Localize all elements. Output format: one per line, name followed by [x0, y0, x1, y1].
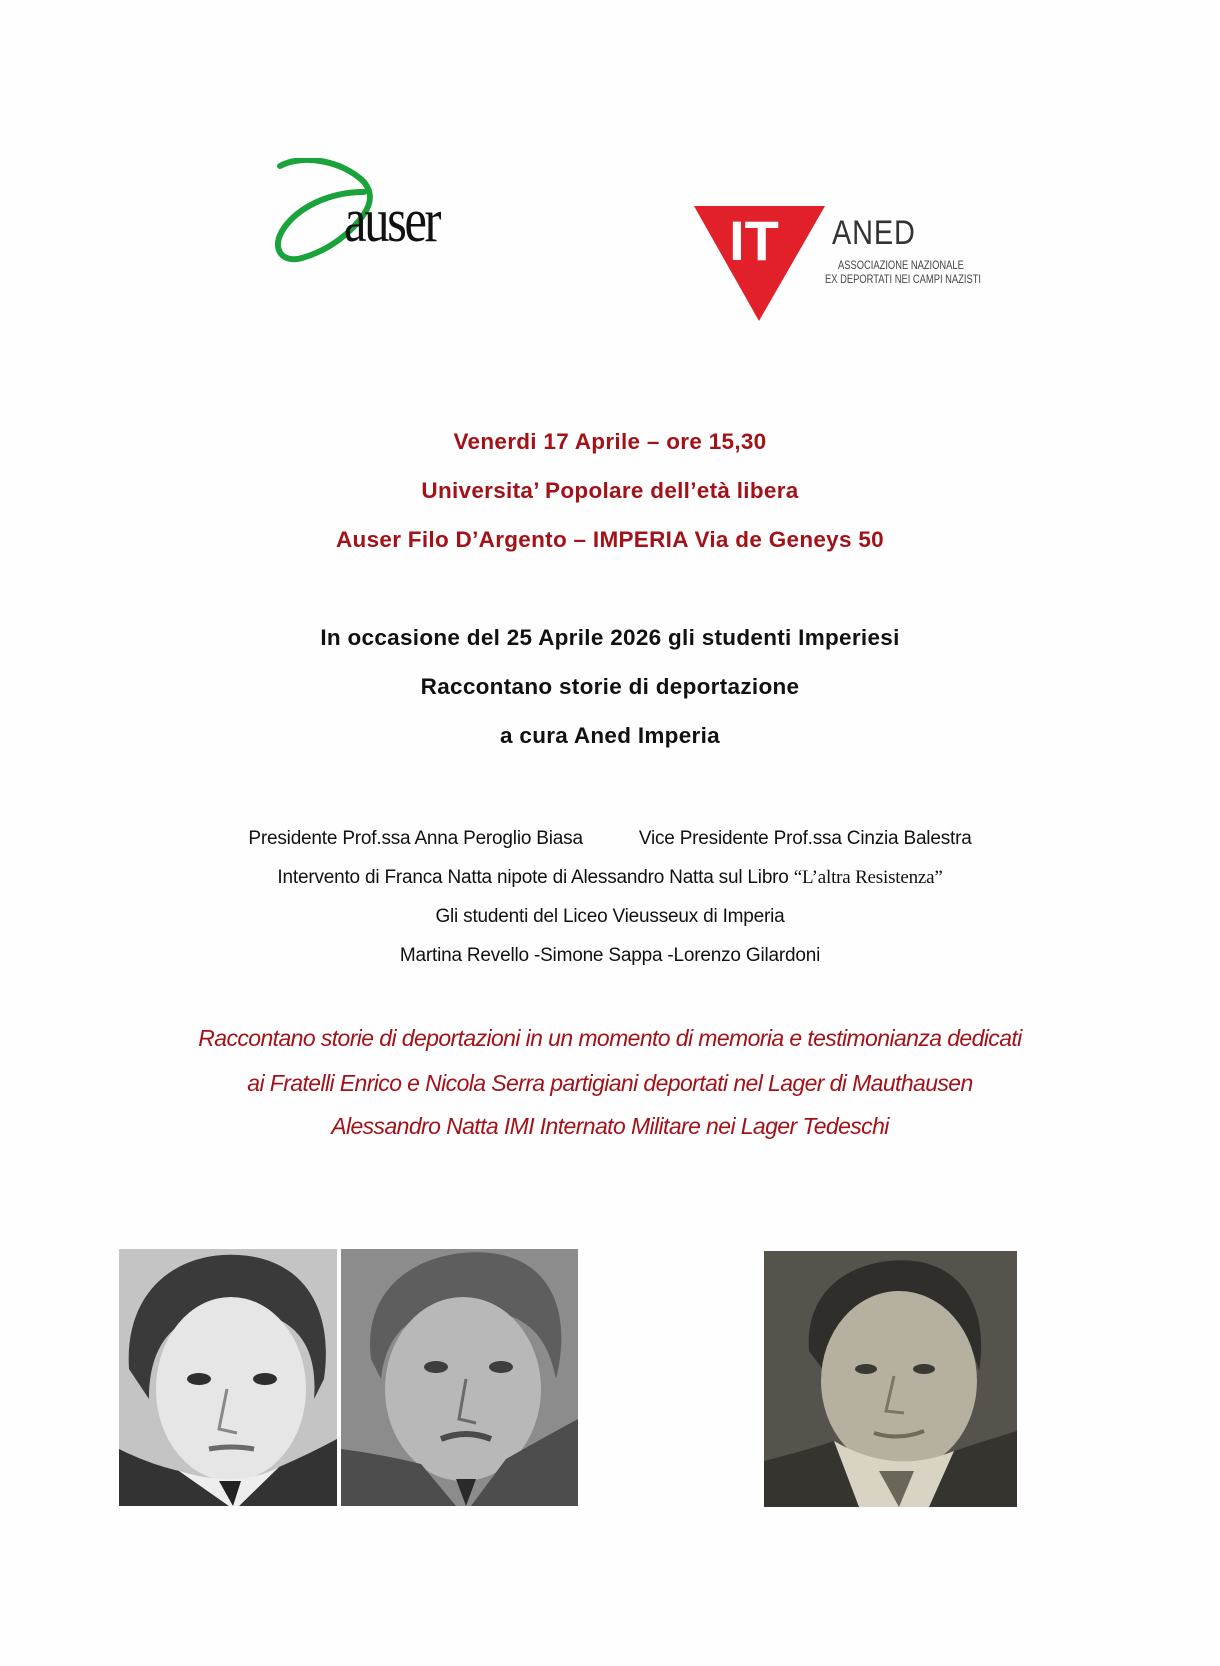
event-date-time: Venerdi 17 Aprile – ore 15,30 [453, 429, 767, 454]
auser-wordmark: auser [344, 187, 439, 255]
aned-mark-text: IT [729, 209, 779, 272]
event-address: Auser Filo D’Argento – IMPERIA Via de Geneys 50 [335, 527, 884, 552]
president: Presidente Prof.ssa Anna Peroglio Biasa [248, 828, 583, 849]
dedication-line-2: ai Fratelli Enrico e Nicola Serra partigiani deportati nel Lager di Mauthausen [247, 1070, 973, 1096]
aned-title: ANED [832, 214, 916, 252]
portrait-nicola-serra [341, 1249, 578, 1506]
event-venue: Universita’ Popolare dell’età libera [421, 478, 799, 503]
vice-president: Vice Presidente Prof.ssa Cinzia Balestra [638, 828, 972, 849]
aned-triangle-icon [692, 204, 827, 324]
intervention-text: Intervento di Franca Natta nipote di Alessandro Natta sul Libro [277, 867, 794, 888]
intervention-row [0, 867, 1220, 889]
speakers-row [0, 828, 1220, 850]
intro-line-2: Raccontano storie di deportazione [420, 674, 800, 699]
portrait-alessandro-natta [764, 1251, 1017, 1507]
dedication-line-1: Raccontano storie di deportazioni in un momento di memoria e testimonianza dedicati [198, 1025, 1022, 1051]
dedication-line-3: Alessandro Natta IMI Internato Militare nei Lager Tedeschi [331, 1113, 889, 1139]
portrait-photo-icon [341, 1249, 578, 1506]
intro-line-3: a cura Aned Imperia [500, 723, 720, 748]
students-names: Martina Revello -Simone Sappa -Lorenzo Gilardoni [399, 945, 821, 966]
portrait-photo-icon [764, 1251, 1017, 1507]
aned-logo [692, 200, 982, 325]
portrait-photo-icon [119, 1249, 337, 1506]
book-title: “L’altra Resistenza” [793, 867, 943, 888]
students-school: Gli studenti del Liceo Vieusseux di Imperia [435, 906, 785, 927]
aned-subtitle-1: ASSOCIAZIONE NAZIONALE [838, 258, 964, 272]
auser-logo [272, 158, 472, 266]
intro-line-1: In occasione del 25 Aprile 2026 gli studenti Imperiesi [320, 625, 900, 650]
aned-subtitle-2: EX DEPORTATI NEI CAMPI NAZISTI [825, 272, 982, 286]
portrait-enrico-serra [119, 1249, 337, 1506]
